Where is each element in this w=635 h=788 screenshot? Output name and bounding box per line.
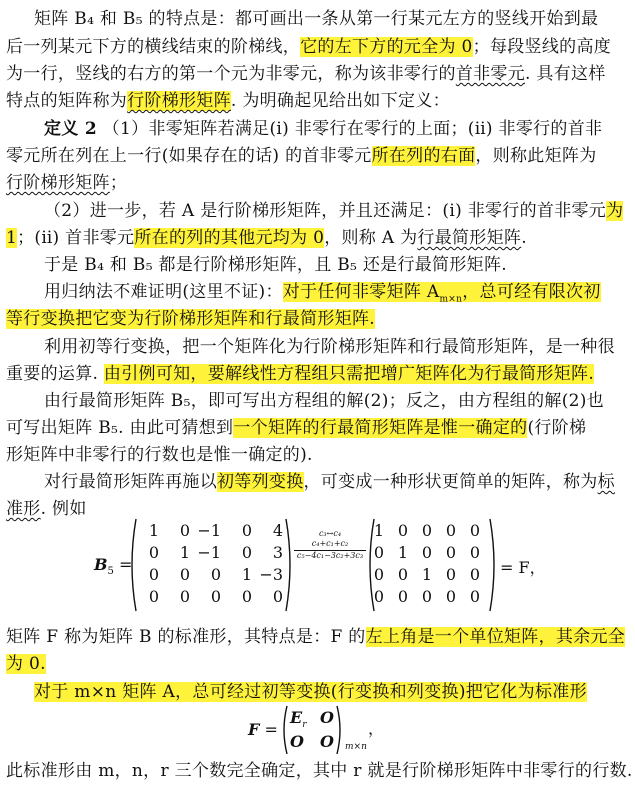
matrix-label-b5: $B_5$ = xyxy=(94,555,133,578)
highlight: 对于任何非零矩阵 $A_{m\times n}$，总可经有限次初 xyxy=(282,282,601,305)
op-2: c₄+c₁+c₂ xyxy=(311,539,349,548)
matrix-cell: 0 xyxy=(469,587,480,606)
column-operations xyxy=(290,529,370,561)
matrix-cell: 0 xyxy=(241,587,252,606)
matrix-cell: 0 xyxy=(445,587,456,606)
term-underlined: 首非零元 xyxy=(455,64,526,84)
block-f-size: m×n xyxy=(345,742,367,752)
para-line-11: 用归纳法不难证明(这里不证)：对于任何非零矩阵 $A_{m\times n}$，总可经有限次初 xyxy=(44,282,601,305)
matrix-cell: 0 xyxy=(373,543,384,562)
matrix-cell: 0 xyxy=(148,565,159,584)
para-line-4: 特点的矩阵称为行阶梯形矩阵. 为明确起见给出如下定义： xyxy=(6,91,450,111)
matrix-cell: 0 xyxy=(469,521,480,540)
matrix-cell: 0 xyxy=(148,543,159,562)
para-line-21 xyxy=(6,653,46,675)
block-f-label: F = xyxy=(248,720,278,739)
para-line-17: 形矩阵中非零行的行数也是惟一确定的). xyxy=(6,445,313,465)
highlight: 为 xyxy=(606,201,624,221)
matrix-cell: 0 xyxy=(469,565,480,584)
matrix-cell: 0 xyxy=(272,587,283,606)
matrix-cell: 1 xyxy=(397,543,408,562)
para-line-19: 准形. 例如 xyxy=(6,499,87,519)
definition-line-2: 零元所在列在上一行(如果存在的话) 的首非零元所在列的右面，则称此矩阵为 xyxy=(6,146,597,166)
highlight: 1 xyxy=(6,228,18,248)
block-f-bl: O xyxy=(290,732,304,751)
matrix-cell: 0 xyxy=(148,587,159,606)
block-f-tl: $E_r$ xyxy=(290,708,307,731)
matrix-cell: 0 xyxy=(210,587,221,606)
matrix-cell: 0 xyxy=(445,521,456,540)
term-underlined: 行阶梯形矩阵 xyxy=(6,173,110,193)
para-line-10: 于是 B₄ 和 B₅ 都是行阶梯形矩阵，且 B₅ 还是行最简形矩阵. xyxy=(44,255,507,275)
definition-line-5: 1；(ⅱ) 首非零元所在的列的其他元均为 0，则称 A 为行最简形矩阵. xyxy=(6,228,527,248)
matrix-cell: 0 xyxy=(373,587,384,606)
highlight: 由引例可知，要解线性方程组只需把增广矩阵化为行最简形矩阵. xyxy=(103,364,595,384)
highlight: 所在的列的其他元均为 0 xyxy=(134,228,325,248)
definition-label: 定义 2 xyxy=(44,119,97,139)
matrix-cell: 3 xyxy=(272,543,283,562)
matrix-equation xyxy=(0,515,635,615)
para-line-15: 由行最简形矩阵 B₅，即可写出方程组的解(2)；反之，由方程组的解(2)也 xyxy=(44,391,604,411)
highlight: 一个矩阵的行最简形矩阵是惟一确定的 xyxy=(233,418,528,438)
matrix-cell: −3 xyxy=(259,565,283,584)
para-line-14: 重要的运算. 由引例可知，要解线性方程组只需把增广矩阵化为行最简形矩阵. xyxy=(6,364,595,384)
highlight: 它的左下方的元全为 0 xyxy=(300,37,473,57)
matrix-cell: 1 xyxy=(241,565,252,584)
matrix-cell: 1 xyxy=(148,521,159,540)
definition-line-1: 定义 2 （1）非零矩阵若满足(ⅰ) 非零行在零行的上面；(ⅱ) 非零行的首非 xyxy=(44,119,603,139)
para-line-3: 为一行，竖线的右方的第一个元为非零元，称为该非零行的首非零元. 具有这样 xyxy=(6,64,606,84)
block-matrix-equation xyxy=(0,702,635,760)
matrix-cell: 0 xyxy=(421,587,432,606)
para-line-18: 对行最简形矩阵再施以初等列变换，可变成一种形状更简单的矩阵，称为标 xyxy=(44,472,615,492)
block-f-br: O xyxy=(320,732,334,751)
matrix-cell: 0 xyxy=(421,521,432,540)
definition-line-4: （2）进一步，若 A 是行阶梯形矩阵，并且还满足：(ⅰ) 非零行的首非零元为 xyxy=(44,201,624,221)
matrix-cell: 0 xyxy=(397,587,408,606)
matrix-cell: 0 xyxy=(179,565,190,584)
para-line-2: 后一列某元下方的横线结束的阶梯线，它的左下方的元全为 0；每段竖线的高度 xyxy=(6,37,612,57)
matrix-cell: 4 xyxy=(272,521,283,540)
para-line-12 xyxy=(6,308,375,330)
highlight: 等行变换把它变为行阶梯形矩阵和行最简形矩阵. xyxy=(6,309,376,329)
term-underlined: 准形 xyxy=(6,499,41,519)
matrix-f-tail: = F， xyxy=(500,558,546,577)
matrix-cell: 0 xyxy=(241,521,252,540)
para-line-16: 可写出矩阵 B₅. 由此可猜想到一个矩阵的行最简形矩阵是惟一确定的(行阶梯 xyxy=(6,418,587,438)
para-line-13: 利用初等行变换，把一个矩阵化为行阶梯形矩阵和行最简形矩阵，是一种很 xyxy=(44,337,615,357)
term-underlined: 标 xyxy=(597,472,615,492)
matrix-cell: 0 xyxy=(397,565,408,584)
highlight: 行阶梯形矩阵 xyxy=(127,91,231,111)
definition-line-3: 行阶梯形矩阵； xyxy=(6,173,128,193)
matrix-cell: 0 xyxy=(445,543,456,562)
highlight: 为 0. xyxy=(6,654,46,674)
para-line-20: 矩阵 F 称为矩阵 B 的标准形，其特点是：F 的左上角是一个单位矩阵，其余元全 xyxy=(6,627,626,647)
para-line-1: 矩阵 B₄ 和 B₅ 的特点是：都可画出一条从第一行某元左方的竖线开始到最 xyxy=(34,9,599,29)
matrix-cell: 0 xyxy=(421,543,432,562)
term-underlined: 行最简形矩阵 xyxy=(417,228,522,248)
highlight: 对于 m×n 矩阵 A，总可经过初等变换(行变换和列变换)把它化为标准形 xyxy=(34,682,587,702)
matrix-cell: 0 xyxy=(179,521,190,540)
matrix-cell: −1 xyxy=(197,521,221,540)
matrix-cell: 1 xyxy=(373,521,384,540)
block-f-tr: O xyxy=(320,708,334,727)
op-1: c₃↔c₄ xyxy=(318,529,342,538)
matrix-cell: −1 xyxy=(197,543,221,562)
highlight: 初等列变换 xyxy=(217,472,304,492)
matrix-cell: 1 xyxy=(421,565,432,584)
highlight: 所在列的右面 xyxy=(371,146,476,166)
matrix-cell: 0 xyxy=(445,565,456,584)
highlight: 左上角是一个单位矩阵，其余元全 xyxy=(365,627,626,647)
matrix-cell: 0 xyxy=(373,565,384,584)
para-line-23: 此标准形由 m，n，r 三个数完全确定，其中 r 就是行阶梯形矩阵中非零行的行数. xyxy=(6,761,633,781)
para-line-22 xyxy=(34,681,587,703)
matrix-cell: 0 xyxy=(469,543,480,562)
matrix-cell: 0 xyxy=(179,587,190,606)
op-3: c₅−4c₁−3c₂+3c₃ xyxy=(296,551,364,560)
block-f-tail: ， xyxy=(368,719,385,738)
matrix-cell: 0 xyxy=(241,543,252,562)
matrix-cell: 0 xyxy=(397,521,408,540)
matrix-cell: 0 xyxy=(210,565,221,584)
matrix-cell: 1 xyxy=(179,543,190,562)
